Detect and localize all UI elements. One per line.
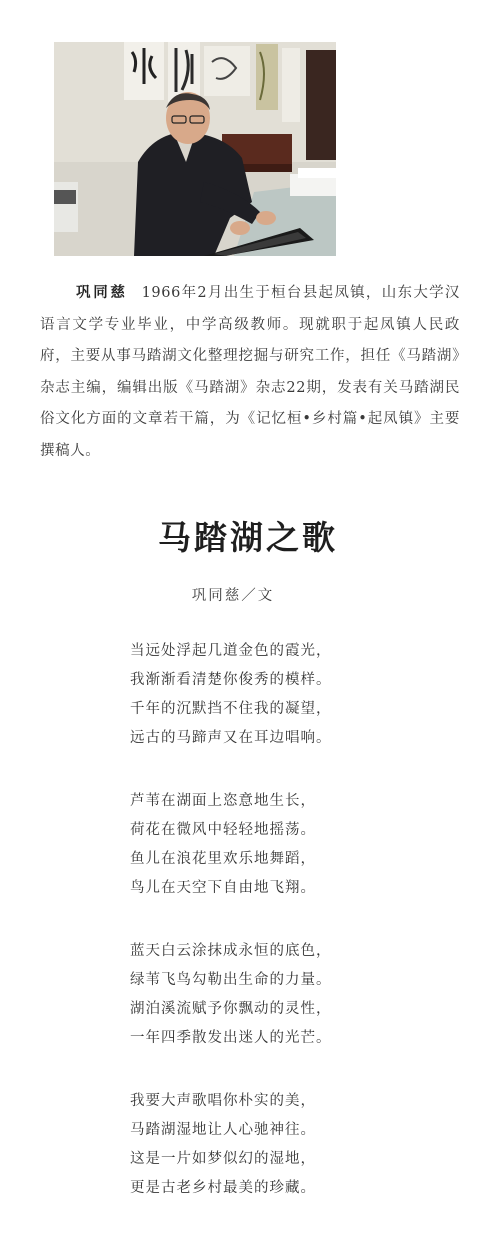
poem-line: 这是一片如梦似幻的湿地， xyxy=(130,1151,316,1167)
poem-stanza xyxy=(130,1087,470,1203)
poem-line: 绿苇飞鸟勾勒出生命的力量。 xyxy=(130,972,332,988)
poem-line: 蓝天白云涂抹成永恒的底色， xyxy=(130,943,332,959)
poem-line: 我渐渐看清楚你俊秀的模样。 xyxy=(130,672,332,688)
poem-line: 千年的沉默挡不住我的凝望， xyxy=(130,701,332,717)
poem-line: 我要大声歌唱你朴实的美， xyxy=(130,1093,316,1109)
portrait-photo-icon xyxy=(54,42,336,256)
poem-body xyxy=(130,637,470,1237)
poem-line: 马踏湖湿地让人心驰神往。 xyxy=(130,1122,316,1138)
poem-line: 更是古老乡村最美的珍藏。 xyxy=(130,1180,316,1196)
author-bio xyxy=(40,278,460,467)
poem-line: 一年四季散发出迷人的光芒。 xyxy=(130,1030,332,1046)
poem-line: 当远处浮起几道金色的霞光， xyxy=(130,643,332,659)
poem-byline: 巩同慈／文 xyxy=(191,588,275,604)
poem-line: 芦苇在湖面上恣意地生长， xyxy=(130,793,316,809)
poem-line: 鱼儿在浪花里欢乐地舞蹈， xyxy=(130,851,316,867)
poem-title: 马踏湖之歌 xyxy=(158,518,338,557)
author-name: 巩同慈 xyxy=(76,285,128,301)
poem-line: 荷花在微风中轻轻地摇荡。 xyxy=(130,822,316,838)
poem-line: 湖泊溪流赋予你飘动的灵性， xyxy=(130,1001,332,1017)
author-photo xyxy=(54,42,336,256)
poem-stanza xyxy=(130,787,470,903)
poem-line: 鸟儿在天空下自由地飞翔。 xyxy=(130,880,316,896)
poem-line: 远古的马蹄声又在耳边唱响。 xyxy=(130,730,332,746)
author-bio-text: 1966年2月出生于桓台县起凤镇，山东大学汉语言文学专业毕业，中学高级教师。现就职于起凤镇人民政府，主要从事马踏湖文化整理挖掘与研究工作，担任《马踏湖》杂志主编，编辑出版《马踏湖》杂志22期，发表有关马踏湖民俗文化方面的文章若干篇，为《记忆桓•乡村篇•起凤镇》主要撰稿人。 xyxy=(40,285,461,459)
poem-stanza xyxy=(130,637,470,753)
poem-stanza xyxy=(130,937,470,1053)
